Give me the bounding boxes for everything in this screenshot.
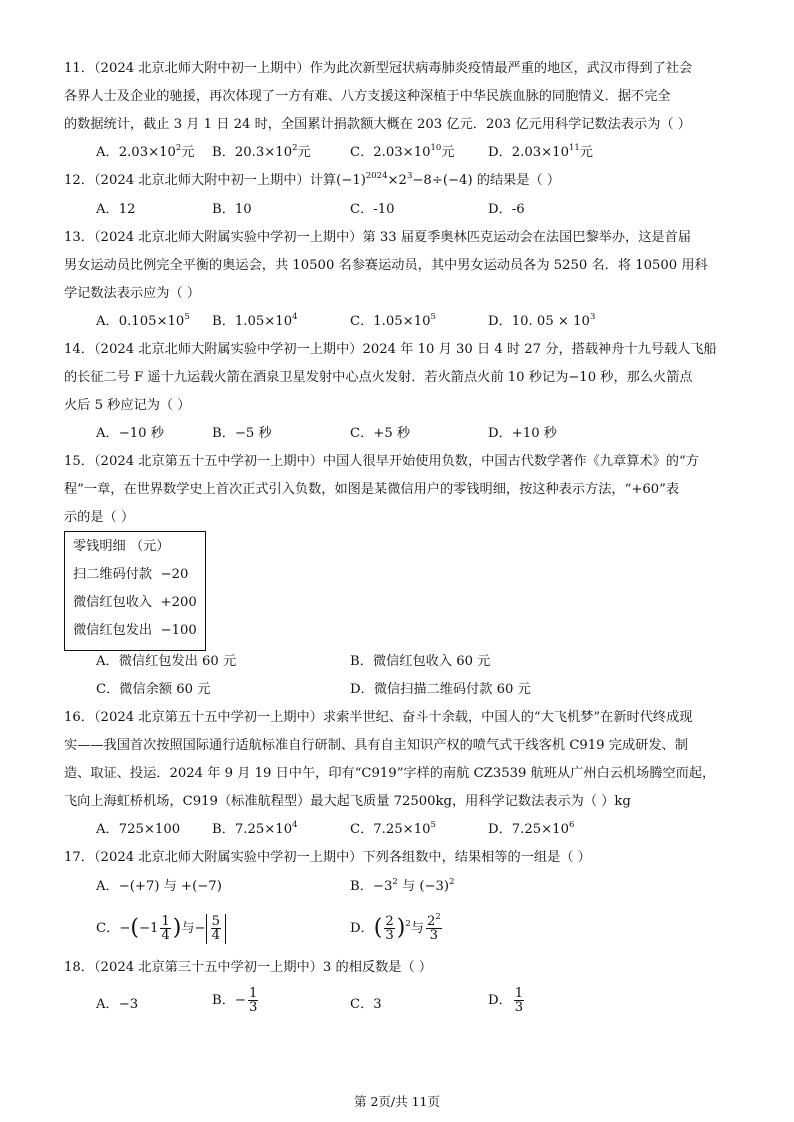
wallet-title: 零钱明细 （元） [73, 539, 170, 554]
q16-option-d[interactable]: D．$7.25\times 10^6$ [488, 820, 575, 837]
q11-option-d[interactable]: D．$2.03\times 10^{11}$元 [488, 143, 593, 160]
q12-option-d[interactable]: D．-6 [488, 202, 525, 217]
q12-option-a[interactable]: A．12 [96, 202, 136, 217]
page-footer: 第 2页/共 11页 [353, 1094, 441, 1109]
fraction: $\frac{2^2}{3}$ [426, 912, 441, 943]
wallet-details-box [64, 531, 206, 651]
fraction: $\frac{2}{3}$ [385, 914, 394, 943]
q12-option-c[interactable]: C．-10 [350, 202, 395, 217]
q11-stem-line3: 的数据统计，截止 3 月 1 日 24 时，全国累计捐款额大概在 203 亿元．203 亿元用科学记数法表示为（ ） [64, 117, 691, 132]
q13-stem-line1: 13．（2024 北京北师大附属实验中学初一上期中）第 33 届夏季奥林匹克运动会在法国巴黎举办，这是首届 [64, 230, 691, 245]
q18-stem: 18．（2024 北京第三十五中学初一上期中）3 的相反数是（ ） [64, 960, 433, 975]
q15-option-a[interactable]: A．微信红包发出 60 元 [96, 654, 237, 669]
q18-option-c[interactable]: C．3 [350, 997, 382, 1012]
wallet-row-redpacket-in: 微信红包收入 +200 [73, 595, 197, 610]
q18-option-d[interactable]: D． $\frac{1}{3}$ [488, 986, 524, 1015]
wallet-row-scan-pay: 扫二维码付款 −20 [73, 567, 189, 582]
q14-stem-line3: 火后 5 秒应记为（ ） [64, 398, 191, 413]
q11-option-a[interactable]: A．$2.03\times 10^2$元 [96, 143, 195, 160]
q11-stem-line2: 各界人士及企业的驰援，再次体现了一方有难、八方支援这种深植于中华民族血脉的同胞情义．据不完全 [64, 89, 671, 104]
q16-option-b[interactable]: B．$7.25\times 10^4$ [212, 820, 298, 837]
q12-stem: 12．（2024 北京北师大附中初一上期中）计算$(-1)^{2024}\times 2^3-8\div(-4)$ 的结果是（ ） [64, 171, 561, 188]
fraction: $\frac{1}{4}$ [161, 914, 170, 943]
q16-option-c[interactable]: C．$7.25\times 10^5$ [350, 820, 436, 837]
q11-option-c[interactable]: C．$2.03\times 10^{10}$元 [350, 143, 455, 160]
q13-option-d[interactable]: D．10. $05 \times 10^3$ [488, 312, 596, 329]
q15-stem-line2: 程”一章，在世界数学史上首次正式引入负数，如图是某微信用户的零钱明细，按这种表示方法，“+60”表 [64, 482, 680, 497]
wallet-row-redpacket-out: 微信红包发出 −100 [73, 623, 197, 638]
q14-option-c[interactable]: C．+5 秒 [350, 426, 411, 441]
q15-option-d[interactable]: D．微信扫描二维码付款 60 元 [350, 682, 531, 697]
q14-stem-line1: 14．（2024 北京北师大附属实验中学初一上期中）2024 年 10 月 30 日 4 时 27 分，搭载神舟十九号载人飞船 [64, 342, 717, 357]
q16-stem-line2: 实——我国首次按照国际通行适航标准自行研制、具有自主知识产权的喷气式干线客机 C919 完成研发、制 [64, 738, 688, 753]
q11-stem-line1: 11．（2024 北京北师大附中初一上期中）作为此次新型冠状病毒肺炎疫情最严重的地区，武汉市得到了社会 [64, 61, 693, 76]
fraction: $\frac{1}{3}$ [248, 986, 258, 1015]
q14-option-d[interactable]: D．+10 秒 [488, 426, 557, 441]
q18-option-a[interactable]: A．−3 [96, 997, 139, 1012]
q17-option-b[interactable]: B．$-3^2$ 与 $(-3)^2$ [350, 877, 455, 894]
q12-option-b[interactable]: B．10 [212, 202, 252, 217]
q18-option-b[interactable]: B．− $\frac{1}{3}$ [212, 986, 258, 1015]
fraction: $\frac{1}{3}$ [514, 986, 524, 1015]
q13-stem-line3: 学记数法表示应为（ ） [64, 286, 201, 301]
q16-option-a[interactable]: A．725×100 [96, 822, 181, 837]
q17-option-a[interactable]: A．−(+7) 与 +(−7) [96, 879, 222, 894]
q13-option-c[interactable]: C．$1.05\times 10^5$ [350, 312, 436, 329]
q17-option-c[interactable]: C．−(−1 $\frac{1}{4}$ )与− $\frac{5}{4}$ [96, 914, 226, 944]
q14-option-a[interactable]: A．−10 秒 [96, 426, 164, 441]
q16-stem-line1: 16．（2024 北京第五十五中学初一上期中）求索半世纪、奋斗十余载，中国人的“大飞机梦”在新时代终成现 [64, 710, 693, 725]
q16-stem-line3: 造、取证、投运．2024 年 9 月 19 日中午，印有“C919”字样的南航 CZ3539 航班从广州白云机场腾空而起， [64, 766, 716, 781]
q15-option-b[interactable]: B．微信红包收入 60 元 [350, 654, 491, 669]
q14-option-b[interactable]: B．−5 秒 [212, 426, 272, 441]
q15-stem-line1: 15．（2024 北京第五十五中学初一上期中）中国人很早开始使用负数，中国古代数学著作《九章算术》的“方 [64, 454, 699, 469]
q16-stem-line4: 飞向上海虹桥机场，C919（标准航程型）最大起飞质量 72500kg，用科学记数法表示为（ ）kg [64, 794, 631, 809]
q13-option-b[interactable]: B．$1.05\times 10^4$ [212, 312, 298, 329]
fraction: $\frac{5}{4}$ [211, 914, 221, 943]
q17-option-d[interactable]: D．( $\frac{2}{3}$ )$^2$与 $\frac{2^2}{3}$ [350, 912, 441, 943]
q13-stem-line2: 男女运动员比例完全平衡的奥运会，共 10500 名参赛运动员，其中男女运动员各为 5250 名．将 10500 用科 [64, 258, 708, 273]
q14-stem-line2: 的长征二号 F 遥十九运载火箭在酒泉卫星发射中心点火发射．若火箭点火前 10 秒记为−10 秒，那么火箭点 [64, 370, 693, 385]
q15-stem-line3: 示的是（ ） [64, 510, 135, 525]
q11-option-b[interactable]: B．$20.3\times 10^2$元 [212, 143, 311, 160]
q17-stem: 17．（2024 北京北师大附属实验中学初一上期中）下列各组数中，结果相等的一组是（ ） [64, 850, 591, 865]
q15-option-c[interactable]: C．微信余额 60 元 [96, 682, 211, 697]
q13-option-a[interactable]: A．$0.105\times 10^5$ [96, 312, 190, 329]
